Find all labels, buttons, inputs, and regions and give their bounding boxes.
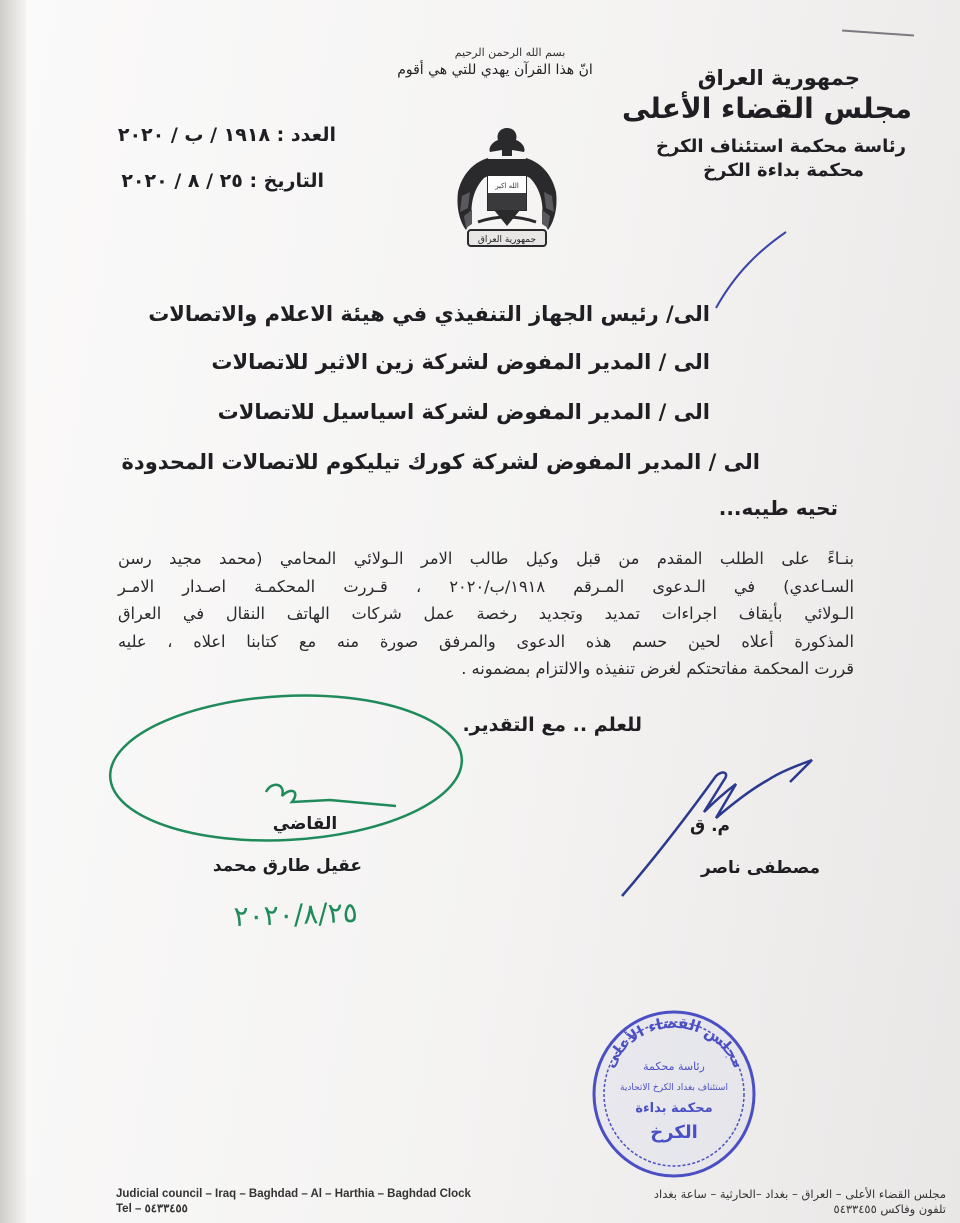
pen-mark [842, 29, 914, 36]
footer-arabic [628, 1187, 946, 1217]
court-name: محكمة بداءة الكرخ [703, 160, 864, 181]
quran-verse: انّ هذا القرآن يهدي للتي هي أقوم [397, 62, 593, 78]
country-name: جمهورية العراق [697, 66, 860, 90]
council-name: مجلس القضاء الأعلى [621, 92, 912, 125]
footer-address-en: Judicial council – Iraq – Baghdad – Al – Harthia – Baghdad Clock [116, 1188, 471, 1200]
judge-title: القاضي [272, 814, 338, 834]
stamp-line: الكرخ [650, 1122, 698, 1143]
handwritten-date: ٢٠٢٠/٨/٢٥ [233, 895, 359, 934]
judge-name: عقيل طارق محمد [212, 856, 362, 876]
body-line: بنـاءً على الطلب المقدم من قبل وكيل طالب الامر الـولائي المحامي (محمد مجيد رسن [118, 549, 854, 568]
stamp-line: محكمة بداءة [635, 1101, 713, 1116]
clerk-name: مصطفى ناصر [701, 858, 820, 878]
blue-pen-stroke [716, 232, 786, 308]
addressee-line: الى/ رئيس الجهاز التنفيذي في هيئة الاعلام والاتصالات [148, 302, 710, 326]
emblem-flag-text: الله اكبر [495, 182, 519, 190]
addressee-line: الى / المدير المفوض لشركة اسياسيل للاتصالات [217, 400, 710, 424]
bismillah: بسم الله الرحمن الرحيم [454, 46, 566, 59]
addressee-line: الى / المدير المفوض لشركة زين الاثير للاتصالات [211, 350, 710, 374]
body-line: الـولائي بأيقاف اجراءات تمديد وتجديد رخصة عمل شركات الهاتف النقال في العراق [118, 604, 854, 623]
iraq-eagle-emblem-icon [448, 122, 566, 254]
addressee-line: الى / المدير المفوض لشركة كورك تيليكوم للاتصالات المحدودة [121, 450, 760, 474]
stamp-line: استئناف بغداد الكرخ الاتحادية [620, 1083, 728, 1093]
presidency-name: رئاسة محكمة استئناف الكرخ [655, 136, 906, 157]
clerk-initials: م. ق [689, 816, 730, 836]
reference-number: العدد : ١٩١٨ / ب / ٢٠٢٠ [117, 124, 336, 146]
footer-english [116, 1187, 471, 1217]
emblem-caption: جمهورية العراق [477, 235, 537, 245]
stamp-line: رئاسة محكمة [643, 1060, 705, 1073]
body-line: المذكورة أعلاه لحين حسم هذه الدعوى والمرفق صورة منه مع كتابنا اعلاه ، عليه [118, 631, 854, 651]
judge-signature [266, 785, 396, 806]
greeting: تحيه طيبه... [718, 496, 838, 520]
letter-body [118, 545, 854, 683]
footer-phone-ar: تلفون وفاكس ٥٤٣٣٤٥٥ [833, 1202, 946, 1216]
page-shadow-edge [0, 0, 26, 1223]
footer-address-ar: مجلس القضاء الأعلى – العراق – بغداد –الحارثية – ساعة بغداد [653, 1187, 946, 1201]
body-line: السـاعدي) في الـدعوى المـرقم ١٩١٨/ب/٢٠٢٠ ، قـررت المحكمـة اصـدار الامـر [118, 576, 854, 596]
footer-phone-en: Tel – ٥٤٣٣٤٥٥ [116, 1203, 188, 1215]
body-line: قررت المحكمة مفاتحتكم لغرض تنفيذه والالتزام بمضمونه . [461, 659, 854, 678]
stamp-outer-text: مجلس القضاء الأعلى [600, 1013, 748, 1071]
closing-line: للعلم .. مع التقدير. [462, 714, 642, 736]
court-seal-stamp-icon [590, 1008, 758, 1180]
document-date: التاريخ : ٢٥ / ٨ / ٢٠٢٠ [121, 170, 324, 192]
